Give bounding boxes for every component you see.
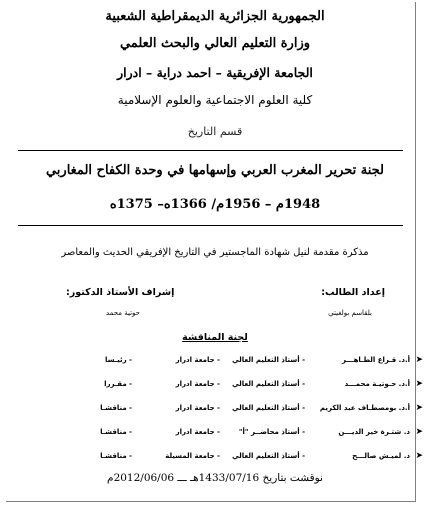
defense-date: نوقشت بتاريخ 1433/07/16هـ ـــ 2012/06/06م — [107, 472, 323, 484]
member-role: - رئيـسا — [104, 356, 132, 364]
student-name: بلقاسم بولغيتي — [328, 309, 372, 317]
supervisor-label: إشراف الأستاذ الدكتور: — [66, 287, 175, 298]
republic-heading: الجمهورية الجزائرية الديمقراطية الشعبية — [105, 9, 325, 24]
member-university: - جامعة ادرار — [175, 380, 220, 388]
member-university: - جامعة ادرار — [175, 404, 220, 412]
member-rank: - أستاذ التعليم العالي — [232, 452, 305, 460]
thesis-period: 1948م – 1956م/ 1366ه– 1375ه — [109, 197, 321, 212]
committee-row — [0, 404, 430, 418]
supervisor-name: حوتية محمد — [106, 309, 140, 317]
member-role: - مناقشـا — [100, 404, 132, 412]
arrow-bullet-icon: ➤ — [415, 379, 423, 389]
department-heading: قسم التاريخ — [187, 125, 243, 138]
member-university: - جامعة ادرار — [175, 428, 220, 436]
arrow-bullet-icon: ➤ — [415, 403, 423, 413]
committee-row — [0, 380, 430, 394]
memo-statement: مذكرة مقدمة لنيل شهادة الماجستير في التاريخ الإفريقي الحديث والمعاصر — [61, 247, 369, 258]
member-rank: - أستاذ محاضــر "أ" — [238, 428, 305, 436]
arrow-bullet-icon: ➤ — [415, 427, 423, 437]
university-heading: الجامعة الإفريقية – احمد دراية – ادرار — [117, 65, 313, 80]
member-rank: - أستاذ التعليم العالي — [232, 380, 305, 388]
member-university: - جامعة ادرار — [175, 356, 220, 364]
ministry-heading: وزارة التعليم العالي والبحث العلمي — [119, 36, 311, 51]
committee-row — [0, 452, 430, 466]
member-role: - مقـررا — [104, 380, 132, 388]
member-name: أ.د. حـوتيـة محمـــد — [344, 380, 410, 388]
member-role: - مناقشـا — [100, 428, 132, 436]
member-rank: - أستاذ التعليم العالي — [232, 404, 305, 412]
title-top-rule — [18, 150, 403, 151]
member-role: - مناقشـا — [100, 452, 132, 460]
arrow-bullet-icon: ➤ — [415, 355, 423, 365]
member-name: د. شتـرة خير الديـــن — [338, 428, 410, 436]
committee-row — [0, 356, 430, 370]
member-name: أ.د. بومصطـاف عبد الكريم — [319, 404, 410, 412]
committee-row — [0, 428, 430, 442]
arrow-bullet-icon: ➤ — [415, 451, 423, 461]
faculty-heading: كلية العلوم الاجتماعية والعلوم الإسلامية — [117, 93, 313, 107]
member-name: أ.د. قـراع الطـاهـــر — [342, 356, 410, 364]
title-bottom-rule — [18, 225, 403, 226]
member-name: د. لميـش صالـــح — [352, 452, 410, 460]
member-rank: - أستاذ التعليم العالي — [232, 356, 305, 364]
thesis-title: لجنة تحرير المغرب العربي وإسهامها في وحدة الكفاح المغاربي — [45, 163, 385, 178]
committee-title: لجنة المناقشة — [182, 332, 248, 343]
member-university: - جامعة المسيلة — [165, 452, 220, 460]
student-label: إعداد الطالب: — [321, 287, 385, 298]
